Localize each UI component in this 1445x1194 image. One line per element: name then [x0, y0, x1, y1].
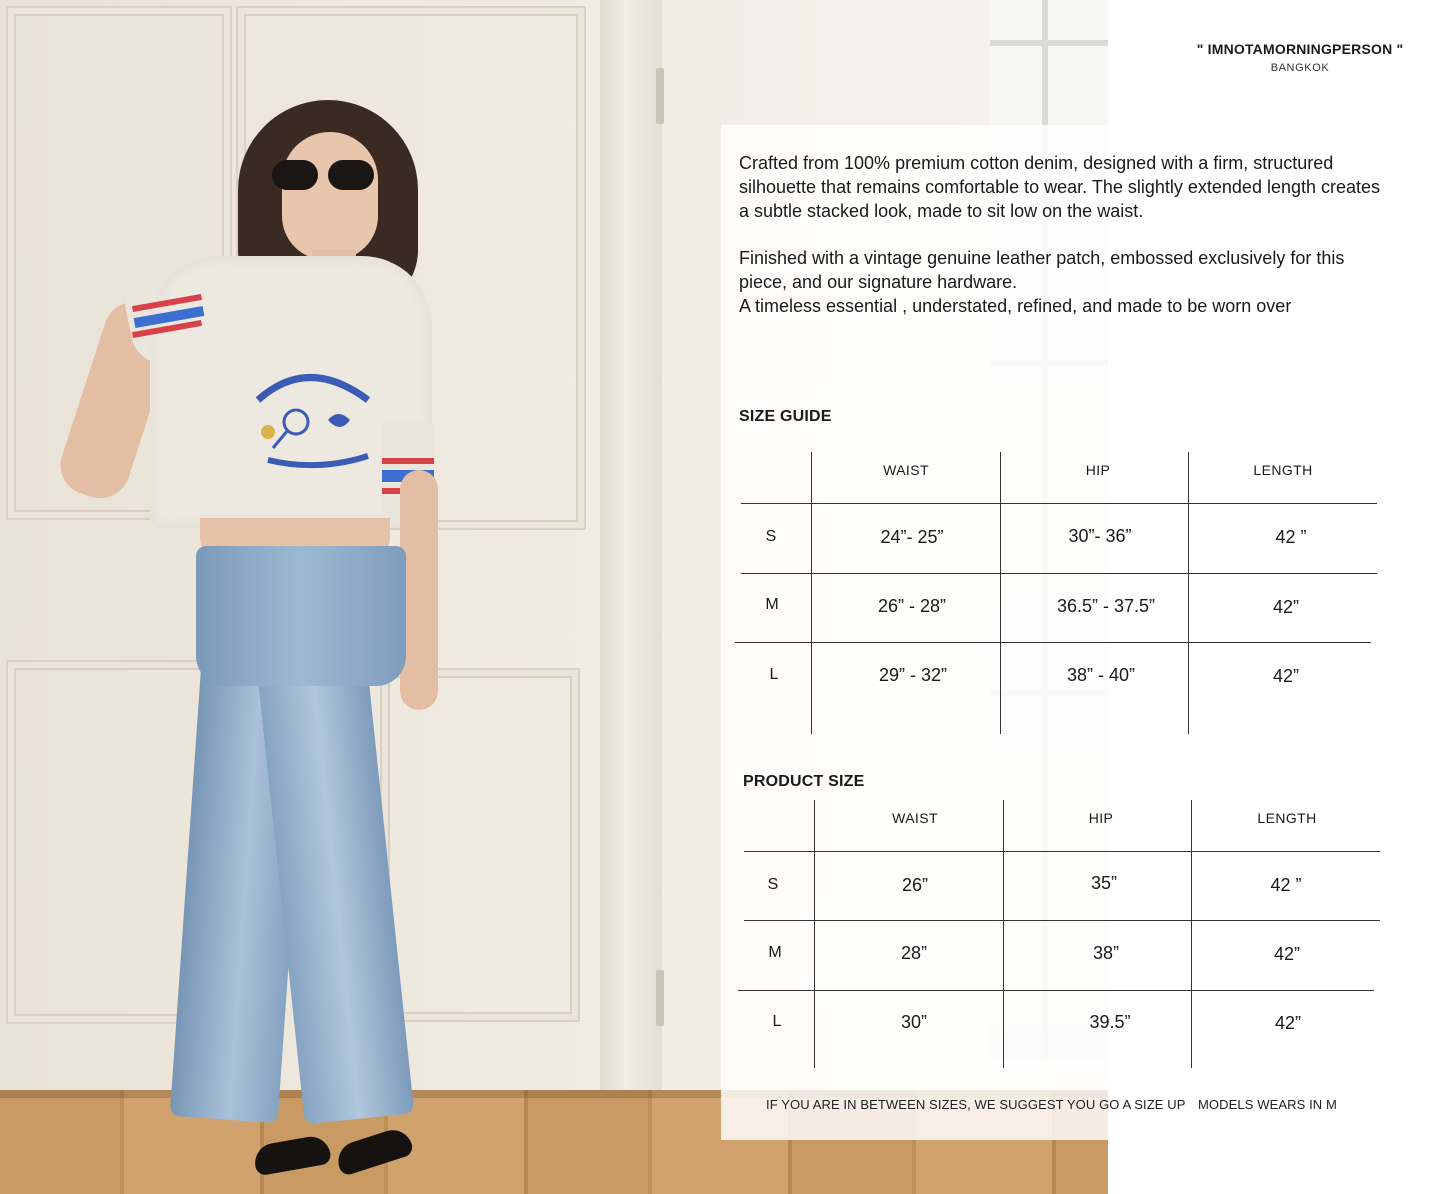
size-label: L [772, 1013, 782, 1030]
hip-value: 30”- 36” [1068, 526, 1132, 546]
size-label: S [767, 876, 779, 893]
waist-value: 24”- 25” [880, 527, 944, 547]
product-size-title: PRODUCT SIZE [743, 773, 865, 790]
door-frame [600, 0, 662, 1090]
column-header: WAIST [892, 810, 938, 826]
waist-value: 26” - 28” [877, 596, 947, 616]
waist-value: 29” - 32” [878, 665, 948, 685]
column-header: HIP [1088, 810, 1114, 826]
hip-value: 38” - 40” [1066, 665, 1136, 685]
length-value: 42” [1272, 597, 1299, 617]
length-value: 42” [1274, 1013, 1301, 1033]
description-paragraph: A timeless essential , understated, refined, and made to be worn over [739, 295, 1292, 316]
length-value: 42 ” [1270, 875, 1302, 895]
size-label: S [765, 528, 777, 545]
hip-value: 36.5” - 37.5” [1056, 596, 1156, 616]
sizing-advice: IF YOU ARE IN BETWEEN SIZES, WE SUGGEST YOU GO A SIZE UP [766, 1097, 1186, 1112]
column-header: WAIST [883, 462, 929, 478]
description-paragraph: Finished with a vintage genuine leather patch, embossed exclusively for this piece, and our signature hardware. [739, 248, 1345, 292]
door-hinge [656, 970, 664, 1026]
waist-value: 28” [900, 943, 927, 963]
sunglasses [272, 160, 376, 194]
waist-value: 26” [901, 875, 928, 895]
length-value: 42 ” [1275, 527, 1307, 547]
size-guide-title: SIZE GUIDE [739, 408, 832, 425]
brand-name: " IMNOTAMORNINGPERSON " [1196, 41, 1404, 57]
brand-location: BANGKOK [1270, 62, 1330, 74]
jeans [196, 546, 406, 686]
hip-value: 38” [1092, 943, 1119, 963]
waist-value: 30” [900, 1012, 927, 1032]
product-description [739, 152, 1389, 319]
door-hinge [656, 68, 664, 124]
size-label: M [765, 596, 779, 613]
model-size-note: MODELS WEARS IN M [1198, 1097, 1337, 1112]
length-value: 42” [1272, 666, 1299, 686]
shirt-graphic [248, 360, 378, 470]
size-label: M [768, 944, 782, 961]
description-paragraph: Crafted from 100% premium cotton denim, designed with a firm, structured silhouette that remains comfortable to wear. The slightly extended length creates a subtle stacked look, made to sit low on the waist. [739, 153, 1381, 221]
hip-value: 35” [1090, 873, 1117, 893]
column-header: HIP [1085, 462, 1111, 478]
length-value: 42” [1273, 944, 1300, 964]
door-panel [380, 668, 580, 1022]
size-label: L [769, 666, 779, 683]
hip-value: 39.5” [1089, 1012, 1131, 1032]
column-header: LENGTH [1257, 810, 1317, 826]
column-header: LENGTH [1253, 462, 1313, 478]
